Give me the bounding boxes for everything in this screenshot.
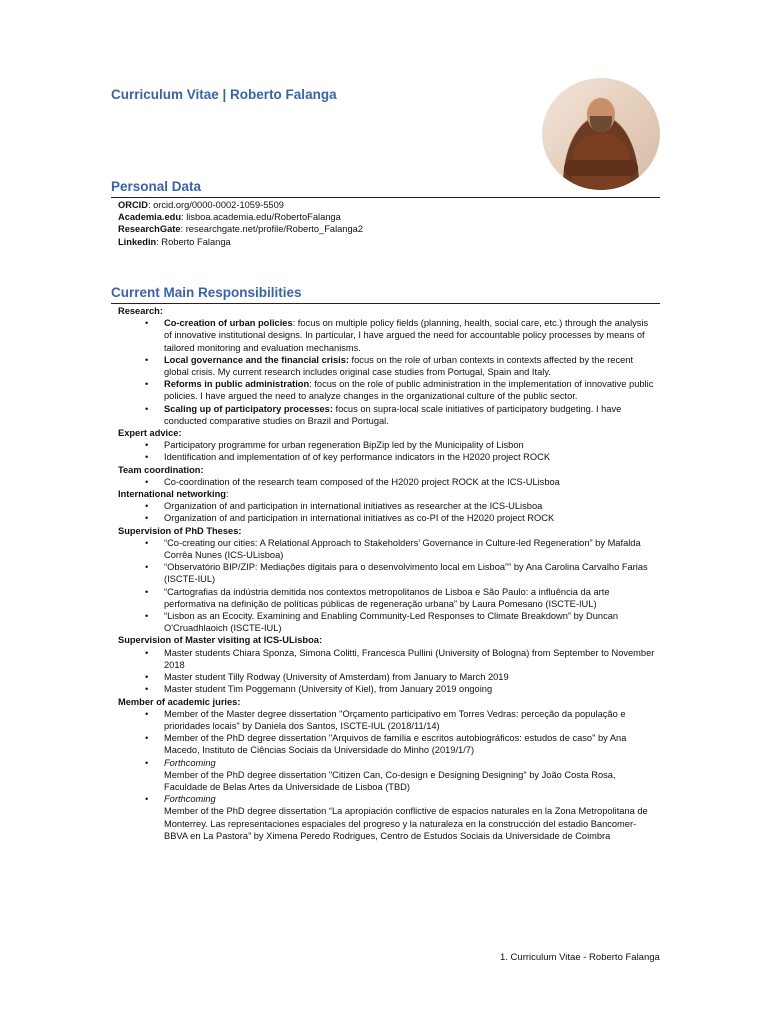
photo-arms-shape <box>564 160 638 176</box>
item-text: Master student Tilly Rodway (University of Amsterdam) from January to March 2019 <box>164 672 509 683</box>
item-text: Member of the PhD degree dissertation "Arquivos de família e escritos autobiográficos: estudos de caso" by Ana Macedo, Instituto de Ciências Sociais da Universidade do Minho (2019/1/7) <box>164 733 627 756</box>
list-item <box>118 732 658 756</box>
bullet-icon: • <box>145 562 149 573</box>
bullet-icon: • <box>145 794 149 805</box>
team-list <box>118 476 658 488</box>
phd-list <box>118 537 658 635</box>
bullet-icon: • <box>145 513 149 524</box>
linkedin-value: : Roberto Falanga <box>156 236 231 247</box>
section-divider <box>111 197 660 198</box>
list-item <box>118 708 658 732</box>
bullet-icon: • <box>145 537 149 548</box>
orcid-value: : orcid.org/0000-0002-1059-5509 <box>147 200 284 210</box>
item-text: focus on the role of urban contexts in contexts affected by the recent global crisis. My current research includes original case studies from Portugal, Spain and Italy. <box>164 354 634 378</box>
list-item <box>118 647 658 671</box>
bullet-icon: • <box>145 684 149 695</box>
list-item <box>118 610 658 634</box>
list-item <box>118 500 658 512</box>
item-status: Forthcoming <box>164 794 216 805</box>
research-list <box>118 317 658 427</box>
page-footer: 1. Curriculum Vitae - Roberto Falanga <box>500 952 660 963</box>
item-bold: Co-creation of urban policies <box>164 318 293 329</box>
linkedin-label: Linkedin <box>118 236 157 247</box>
bullet-icon: • <box>145 318 149 329</box>
international-list <box>118 500 658 524</box>
bullet-icon: • <box>145 672 149 683</box>
phd-title: Supervision of PhD Theses: <box>118 525 242 536</box>
team-title: Team coordination: <box>118 464 204 475</box>
item-text: Member of the PhD degree dissertation "Citizen Can, Co-design e Designing Designing" by João Costa Rosa, Faculdade de Belas Artes da Universidade de Lisboa (TBD) <box>164 769 616 792</box>
bullet-icon: • <box>145 403 149 414</box>
juries-list <box>118 708 658 842</box>
master-title: Supervision of Master visiting at ICS-ULisboa: <box>118 635 323 646</box>
item-text: Organization of and participation in international initiatives as researcher at the ICS-ULisboa <box>164 501 543 512</box>
item-text: Participatory programme for urban regeneration BipZip led by the Municipality of Lisbon <box>164 440 524 451</box>
bullet-icon: • <box>145 452 149 463</box>
list-item <box>118 793 658 842</box>
bullet-icon: • <box>145 354 149 365</box>
master-list <box>118 647 658 696</box>
bullet-icon: • <box>145 708 149 719</box>
item-text: : focus on the role of public administration in the implementation of innovative public policies. I have argued the need to analyze changes in the organizational culture of the public sector. <box>164 379 654 402</box>
responsibilities-heading: Current Main Responsibilities <box>111 285 302 300</box>
international-title <box>118 488 658 500</box>
item-text: “Observatório BIP/ZIP: Mediações digitais para o desenvolvimento local em Lisboa”” by Ana Carolina Carvalho Farias (ISCTE-IUL) <box>164 562 648 585</box>
item-text: Master student Tim Poggemann (University of Kiel), from January 2019 ongoing <box>164 684 493 695</box>
list-item <box>118 439 658 451</box>
list-item <box>118 537 658 561</box>
item-text: Master students Chiara Sponza, Simona Colitti, Francesca Pullini (University of Bologna) from September to November 2018 <box>164 647 655 670</box>
list-item <box>118 403 658 427</box>
item-text: Organization of and participation in international initiatives as co-PI of the H2020 project ROCK <box>164 513 555 524</box>
bullet-icon: • <box>145 757 149 768</box>
item-text: Member of the PhD degree dissertation “La apropiación conflictive de espacios naturales en la Zona Metropolitana de Monterrey. Las representaciones espaciales del progreso y la naturaleza en la construcción del estadio Bancomer-BBVA en La Pastora” by Ximena Peredo Rodrigues, Centro de Estudos Sociais da Universidade de Coimbra <box>164 806 648 841</box>
bullet-icon: • <box>145 733 149 744</box>
academia-value: : lisboa.academia.edu/RobertoFalanga <box>181 212 341 223</box>
international-title-suffix: : <box>225 489 229 500</box>
list-item <box>118 561 658 585</box>
juries-title: Member of academic juries: <box>118 696 241 707</box>
researchgate-value: : researchgate.net/profile/Roberto_Falanga2 <box>180 224 363 235</box>
item-bold: Scaling up of participatory processes: <box>164 403 333 414</box>
list-item <box>118 476 658 488</box>
list-item <box>118 683 658 695</box>
item-status: Forthcoming <box>164 757 216 768</box>
list-item <box>118 757 658 794</box>
list-item <box>118 451 658 463</box>
research-title: Research: <box>118 306 163 316</box>
academia-row <box>118 211 658 223</box>
international-title-text: International networking <box>118 489 226 500</box>
profile-photo <box>542 78 660 190</box>
researchgate-row <box>118 223 658 235</box>
list-item <box>118 671 658 683</box>
bullet-icon: • <box>145 586 149 597</box>
expert-title: Expert advice: <box>118 428 182 439</box>
bullet-icon: • <box>145 440 149 451</box>
bullet-icon: • <box>145 501 149 512</box>
item-bold: Reforms in public administration <box>164 379 310 390</box>
item-text: “Co-creating our cities: A Relational Approach to Stakeholders’ Governance in Culture-led Regeneration” by Mafalda Corrêa Nunes (ICS-ULisboa) <box>164 537 641 561</box>
item-text: “Lisbon as an Ecocity. Examining and Enabling Community-Led Responses to Climate Breakdown” by Duncan O'Cruadhlaoich (ISCTE-IUL) <box>164 611 619 634</box>
list-item <box>118 586 658 610</box>
item-text: Identification and implementation of of key performance indicators in the H2020 project ROCK <box>164 452 551 463</box>
item-text: Member of the Master degree dissertation "Orçamento participativo em Torres Vedras: perceção da população e prioridades locais" by Daniela dos Santos, ISCTE-IUL (2018/11/14) <box>164 708 626 731</box>
personal-data-heading: Personal Data <box>111 179 202 194</box>
list-item <box>118 512 658 524</box>
orcid-label: ORCID <box>118 200 148 210</box>
photo-beard-shape <box>590 116 612 132</box>
linkedin-row <box>118 236 658 248</box>
page-title: Curriculum Vitae | Roberto Falanga <box>111 87 337 102</box>
bullet-icon: • <box>145 647 149 658</box>
orcid-row <box>118 199 658 211</box>
bullet-icon: • <box>145 611 149 622</box>
item-text: “Cartografias da indústria demitida nos contextos metropolitanos de Lisboa e São Paulo: a influência da arte performativa na definição de políticas públicas de regeneração urbana” by Laura Pomesano (ISCTE-IUL) <box>164 586 610 609</box>
bullet-icon: • <box>145 476 149 487</box>
item-text: : focus on multiple policy fields (planning, health, social care, etc.) through the analysis of innovative institutional designs. In particular, I have argued the need for accountable policy processes by means of tailored monitoring and evaluation mechanisms. <box>164 318 649 353</box>
section-divider <box>111 303 660 304</box>
personal-data-list <box>118 199 658 248</box>
academia-label: Academia.edu <box>118 212 182 223</box>
item-bold: Local governance and the financial crisis: <box>164 354 349 365</box>
researchgate-label: ResearchGate <box>118 224 181 235</box>
bullet-icon: • <box>145 379 149 390</box>
item-text: focus on supra-local scale initiatives of participatory budgeting. I have conducted comparative studies on Brazil and Portugal. <box>164 403 622 426</box>
list-item <box>118 378 658 402</box>
list-item <box>118 354 658 378</box>
responsibilities-content <box>118 305 658 842</box>
expert-list <box>118 439 658 463</box>
item-text: Co-coordination of the research team composed of the H2020 project ROCK at the ICS-ULisboa <box>164 476 560 487</box>
list-item <box>118 317 658 354</box>
